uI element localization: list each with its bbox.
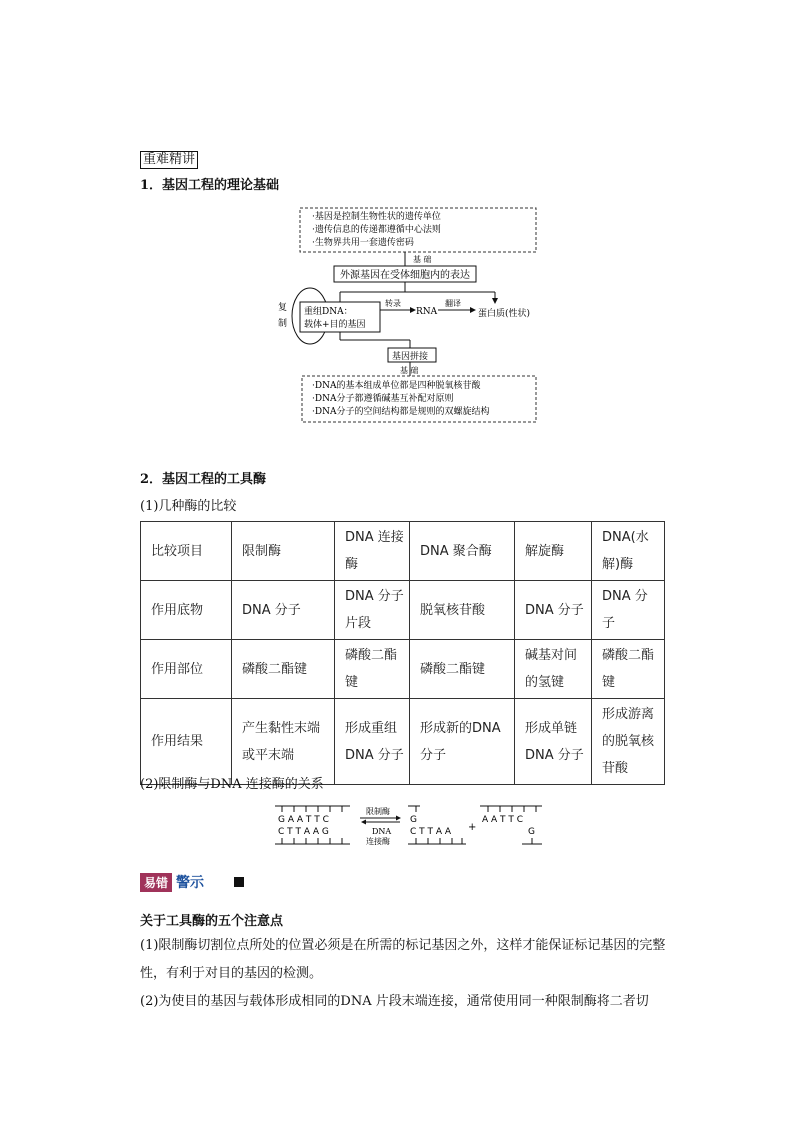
table-cell: DNA 连接酶 <box>335 522 410 581</box>
table-cell: DNA 聚合酶 <box>410 522 515 581</box>
mid-top-strand: G <box>410 815 417 825</box>
recombinant-line-2: 载体+目的基因 <box>304 320 366 330</box>
right-bottom-strand: G <box>528 827 535 837</box>
transcription-label: 转录 <box>385 299 401 308</box>
top-box-line-2: ·遗传信息的传递都遵循中心法则 <box>312 225 441 235</box>
replication-char-1: 复 <box>278 303 288 313</box>
table-cell: 形成重组DNA 分子 <box>335 699 410 785</box>
table-cell: 解旋酶 <box>515 522 592 581</box>
warning-badge: 易错 <box>140 873 172 892</box>
bottom-box-line-3: ·DNA分子的空间结构都是规则的双螺旋结构 <box>312 407 490 417</box>
table-cell: DNA(水解)酶 <box>592 522 665 581</box>
table-cell: 磷酸二酯键 <box>335 640 410 699</box>
table-cell: 作用结果 <box>141 699 232 785</box>
recombinant-line-1: 重组DNA： <box>304 307 353 317</box>
paragraph-1: (1)限制酶切割位点所处的位置必须是在所需的标记基因之外，这样才能保证标记基因的完整性，有利于对目的基因的检测。 <box>140 938 666 981</box>
theory-basis-diagram <box>270 200 570 430</box>
plus-sign: + <box>468 822 477 833</box>
ligase-label-1: DNA <box>372 827 392 836</box>
mid-bottom-strand: C T T A A <box>410 827 452 837</box>
table-cell: 作用部位 <box>141 640 232 699</box>
table-header-row <box>141 522 665 581</box>
table-cell: 产生黏性末端或平末端 <box>232 699 335 785</box>
bottom-box-line-2: ·DNA分子都遵循碱基互补配对原则 <box>312 394 454 404</box>
square-icon <box>234 877 244 887</box>
top-box-line-1: ·基因是控制生物性状的遗传单位 <box>312 212 441 222</box>
table-cell: 脱氧核苷酸 <box>410 581 515 640</box>
right-top-strand: A A T T C <box>482 815 524 825</box>
table-cell: DNA 分子 <box>515 581 592 640</box>
table-cell: 作用底物 <box>141 581 232 640</box>
table-cell: DNA 分子 <box>592 581 665 640</box>
warning-text: 警示 <box>176 875 205 891</box>
ligase-label-2: 连接酶 <box>366 837 390 846</box>
table-cell: 磷酸二酯键 <box>232 640 335 699</box>
restriction-enzyme-label: 限制酶 <box>366 807 390 816</box>
replication-char-2: 制 <box>278 319 288 329</box>
warning-banner <box>140 873 244 891</box>
protein-label: 蛋白质(性状) <box>478 309 531 319</box>
table-cell: 限制酶 <box>232 522 335 581</box>
paragraph-2: (2)为使目的基因与载体形成相同的DNA 片段末端连接，通常使用同一种限制酶将二者切 <box>140 994 649 1009</box>
translation-label: 翻译 <box>445 299 461 308</box>
subheading-enzyme-comparison: (1)几种酶的比较 <box>140 499 237 514</box>
table-row <box>141 640 665 699</box>
splicing-label: 基因拼接 <box>392 352 429 362</box>
top-box-line-3: ·生物界共用一套遗传密码 <box>312 238 414 248</box>
table-row <box>141 699 665 785</box>
notes-title: 关于工具酶的五个注意点 <box>140 914 284 929</box>
table-cell: 碱基对间的氢键 <box>515 640 592 699</box>
table-cell: 磷酸二酯键 <box>410 640 515 699</box>
basis-bottom-label: 基 础 <box>400 366 419 375</box>
expression-label: 外源基因在受体细胞内的表达 <box>340 270 470 281</box>
table-cell: 比较项目 <box>141 522 232 581</box>
restriction-ligase-diagram <box>270 800 560 852</box>
rna-label: RNA <box>416 307 438 317</box>
table-cell: DNA 分子 <box>232 581 335 640</box>
table-cell: 磷酸二酯键 <box>592 640 665 699</box>
left-top-strand: G A A T T C <box>278 815 329 825</box>
basis-top-label: 基 础 <box>413 255 432 264</box>
heading-theory-basis: 1．基因工程的理论基础 <box>140 178 280 193</box>
left-bottom-strand: C T T A A G <box>278 827 329 837</box>
table-cell: 形成新的DNA 分子 <box>410 699 515 785</box>
table-cell: 形成单链DNA 分子 <box>515 699 592 785</box>
enzyme-comparison-table <box>140 521 665 785</box>
table-cell: DNA 分子片段 <box>335 581 410 640</box>
table-row <box>141 581 665 640</box>
table-cell: 形成游离的脱氧核苷酸 <box>592 699 665 785</box>
subheading-enzyme-relation: (2)限制酶与DNA 连接酶的关系 <box>140 777 324 792</box>
section-tag: 重难精讲 <box>140 151 198 169</box>
heading-tool-enzymes: 2．基因工程的工具酶 <box>140 472 267 487</box>
bottom-box-line-1: ·DNA的基本组成单位都是四种脱氧核苷酸 <box>312 381 481 391</box>
